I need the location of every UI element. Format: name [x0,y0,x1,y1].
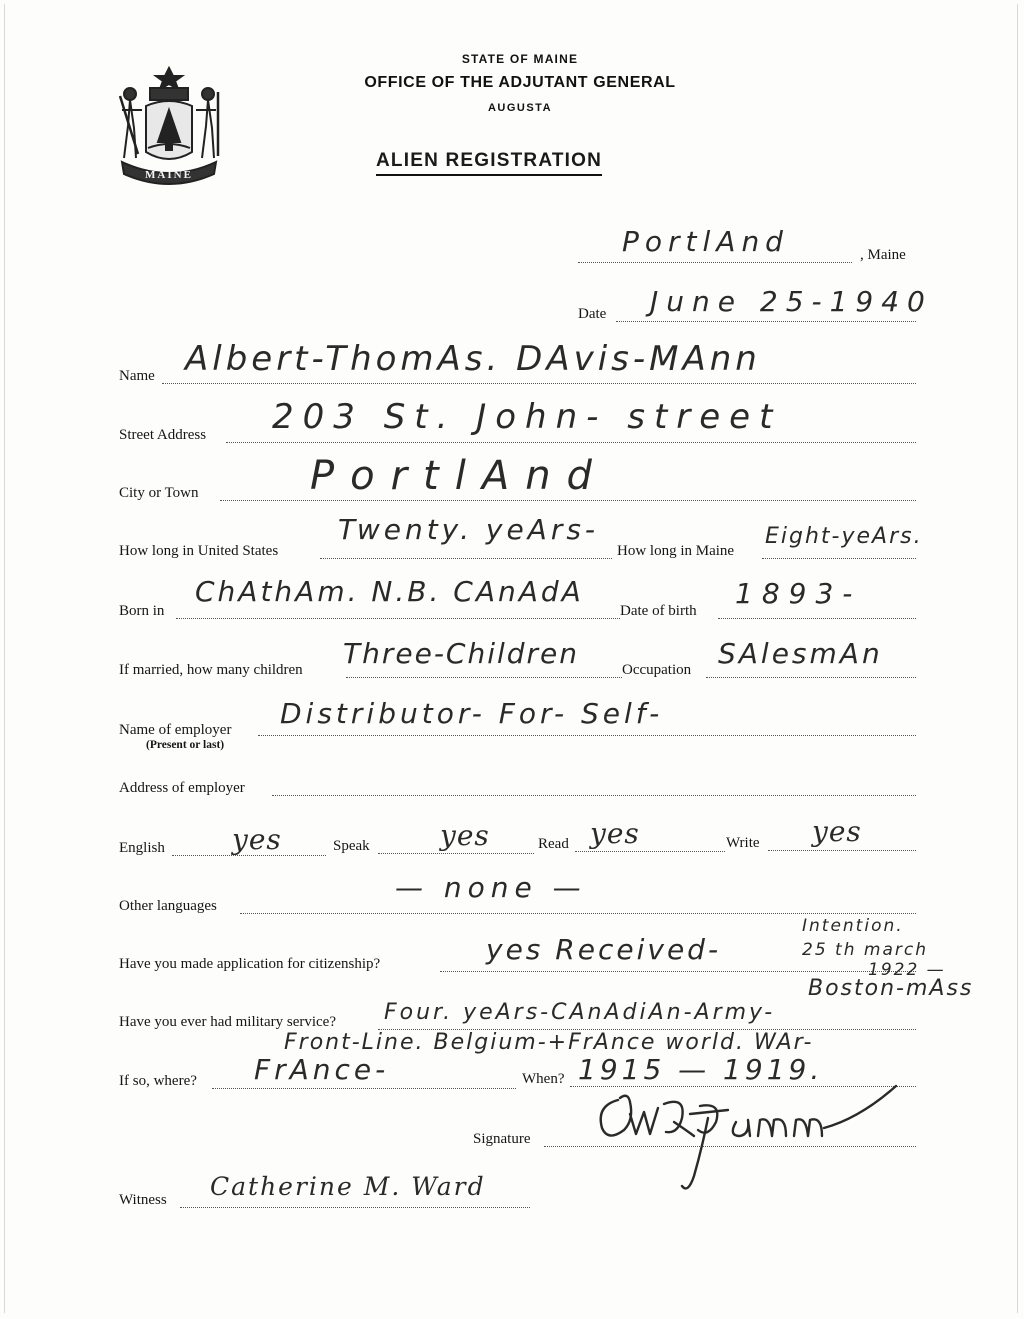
if-so-where-label: If so, where? [119,1073,197,1089]
speak-label: Speak [333,838,370,854]
date-label: Date [578,306,607,322]
how-long-us-line [320,558,612,559]
citizenship-note-place: Boston-mAss [808,976,974,1001]
if-so-where-entry: FrAnce- [254,1053,390,1086]
citizenship-note-year: 1922 — [868,960,946,980]
header-state: STATE OF MAINE [461,52,579,66]
children-label: If married, how many children [119,662,303,678]
form-title: ALIEN REGISTRATION [376,150,602,176]
city-or-town-entry: PortlAnd [310,453,608,499]
handwritten-signature [590,1078,910,1198]
other-languages-line [240,913,916,914]
read-label: Read [538,836,569,852]
born-in-label: Born in [119,603,165,619]
write-label: Write [726,835,760,851]
present-or-last-label: (Present or last) [146,739,225,751]
when-entry: 1915 — 1919. [578,1053,824,1086]
how-long-maine-label: How long in Maine [617,543,735,559]
occupation-label: Occupation [622,662,692,678]
city-or-town-label: City or Town [119,485,199,501]
header-city: AUGUSTA [487,102,553,114]
speak-entry: yes [440,819,490,852]
street-address-line [226,442,916,443]
born-in-entry: ChAthAm. N.B. CAnAdA [195,575,584,608]
children-entry: Three-Children [343,637,580,670]
address-of-employer-line [272,795,916,796]
when-label: When? [522,1071,565,1087]
witness-line [180,1207,530,1208]
date-of-birth-label: Date of birth [620,603,697,619]
city-or-town-line [220,500,916,501]
witness-label: Witness [119,1192,167,1208]
other-languages-label: Other languages [119,898,217,914]
born-in-line [176,618,620,619]
if-so-where-line [212,1088,516,1089]
military-service-entry: Four. yeArs-CAnAdiAn-Army- [384,1000,776,1025]
citizenship-note-date: 25 th march [802,940,928,960]
seal-banner-text: MAINE [145,169,193,181]
date-of-birth-entry: 1893- [735,577,862,610]
how-long-us-label: How long in United States [119,543,279,559]
other-languages-entry: — none — [395,871,587,904]
citizenship-label: Have you made application for citizenship? [119,956,381,972]
occupation-entry: SAlesmAn [718,637,883,670]
town-entry: PortlAnd [622,225,789,258]
name-line [162,383,916,384]
how-long-maine-line [762,558,916,559]
citizenship-entry: yes Received- [486,933,722,966]
speak-line [378,853,534,854]
write-entry: yes [812,815,862,848]
children-line [346,677,622,678]
read-line [575,851,725,852]
employer-label: Name of employer [119,722,232,738]
citizenship-line [440,971,916,972]
state-seal-icon [114,66,224,194]
signature-label: Signature [473,1131,531,1147]
read-entry: yes [590,817,640,850]
employer-line [258,735,916,736]
name-label: Name [119,368,155,384]
occupation-line [706,677,916,678]
address-of-employer-label: Address of employer [119,780,245,796]
write-line [768,850,916,851]
how-long-us-entry: Twenty. yeArs- [338,513,600,546]
street-address-entry: 203 St. John- street [272,397,782,437]
state-suffix-label: , Maine [860,247,906,263]
english-entry: yes [232,823,282,856]
date-entry: June 25-1940 [650,285,933,318]
date-of-birth-line [718,618,916,619]
street-address-label: Street Address [119,427,207,443]
english-label: English [119,840,165,856]
name-entry: Albert-ThomAs. DAvis-MAnn [185,339,761,379]
witness-entry: Catherine M. Ward [210,1172,486,1201]
employer-entry: Distributor- For- Self- [280,697,664,730]
header-office: OFFICE OF THE ADJUTANT GENERAL [364,74,676,91]
military-service-entry-continued: Front-Line. Belgium-+FrAnce world. WAr- [284,1030,814,1055]
citizenship-note-intention: Intention. [802,916,904,936]
military-service-label: Have you ever had military service? [119,1014,336,1030]
how-long-maine-entry: Eight-yeArs. [765,524,923,549]
date-line [616,321,916,322]
town-line [578,262,852,263]
